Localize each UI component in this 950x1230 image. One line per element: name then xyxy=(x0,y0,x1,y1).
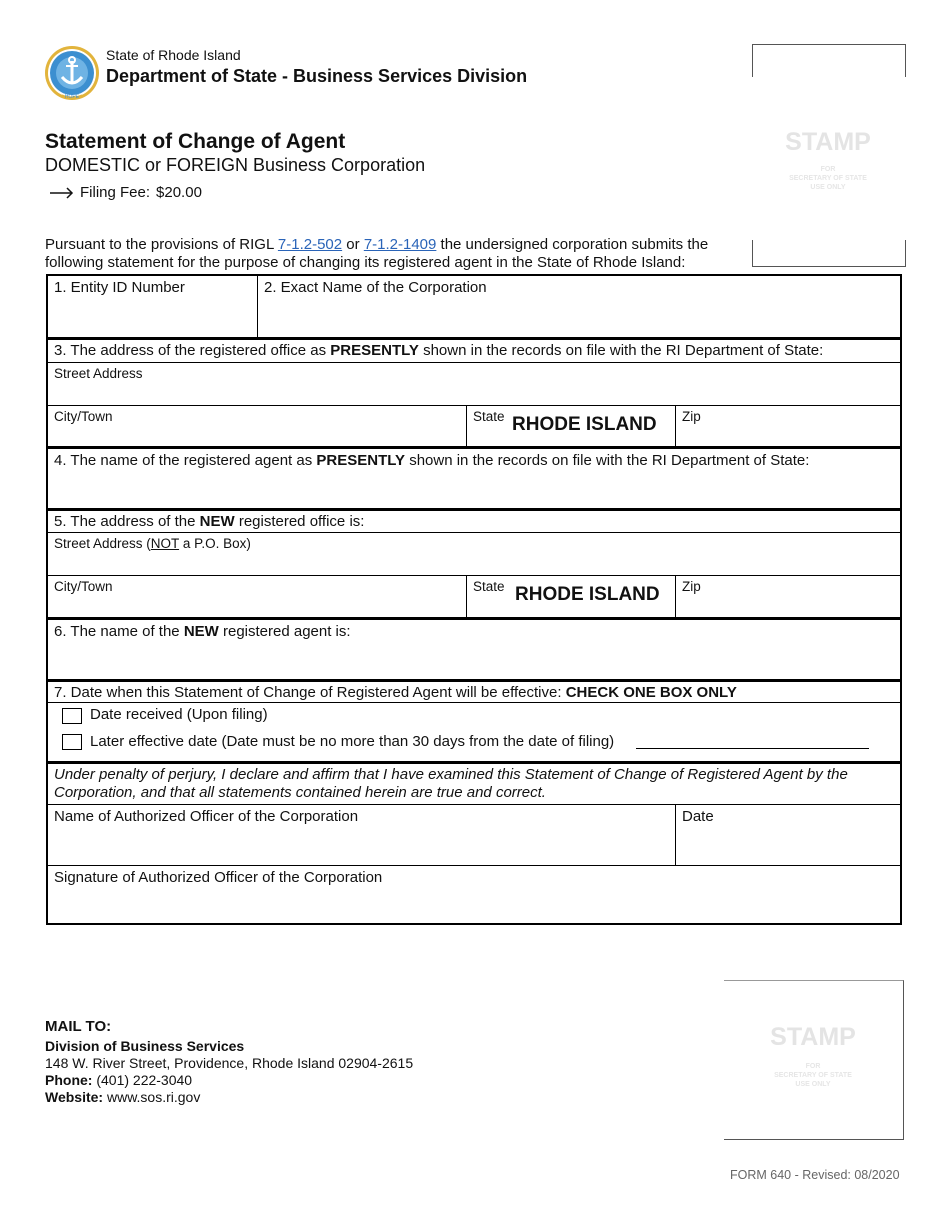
option-date-received-checkbox[interactable] xyxy=(62,708,82,724)
section-5-heading: 5. The address of the NEW registered office is: xyxy=(54,513,365,530)
arrow-right-icon xyxy=(50,187,74,199)
mail-address: 148 W. River Street, Providence, Rhode Island 02904-2615 xyxy=(45,1055,414,1071)
option-date-received-label: Date received (Upon filing) xyxy=(90,706,268,723)
state-name: State of Rhode Island xyxy=(106,47,241,63)
stamp-word-bottom: STAMP xyxy=(770,1023,856,1051)
perjury-statement: Under penalty of perjury, I declare and affirm that I have examined this Statement of Change of Registered Agent by the Corporation, and that all statements contained herein are true and correct. xyxy=(54,766,848,801)
filing-fee-amount: $20.00 xyxy=(156,184,202,201)
mail-division: Division of Business Services xyxy=(45,1038,245,1054)
corporation-name-field[interactable] xyxy=(258,276,902,338)
intro-statement: Pursuant to the provisions of RIGL 7-1.2-502 or 7-1.2-1409 the undersigned corporation submits the following statement for the purpose of changing its registered agent in the State of Rhode Island: xyxy=(45,236,709,271)
filing-fee-label: Filing Fee: xyxy=(80,184,151,201)
stamp-line-1: FOR xyxy=(820,166,836,173)
present-state-value: RHODE ISLAND xyxy=(512,414,657,435)
present-zip-field[interactable]: Zip xyxy=(682,409,701,424)
mail-heading: MAIL TO: xyxy=(45,1018,112,1035)
filing-fee xyxy=(50,184,202,201)
mail-website: Website: www.sos.ri.gov xyxy=(45,1089,201,1105)
section-7-heading: 7. Date when this Statement of Change of Registered Agent will be effective: CHECK ONE BOX ONLY xyxy=(54,684,737,701)
present-agent-name-field[interactable]: 4. The name of the registered agent as PRESENTLY shown in the records on file with the RI Department of State: xyxy=(54,452,810,469)
stamp-box-top xyxy=(752,44,906,77)
mail-phone: Phone: (401) 222-3040 xyxy=(45,1072,193,1088)
stamp-word: STAMP xyxy=(785,128,871,156)
option-later-date-label: Later effective date (Date must be no more than 30 days from the date of filing) xyxy=(90,733,615,750)
present-street-address-field[interactable]: Street Address xyxy=(54,366,143,381)
present-city-field[interactable]: City/Town xyxy=(54,409,113,424)
entity-id-field[interactable] xyxy=(48,276,258,338)
section-3-heading: 3. The address of the registered office as PRESENTLY shown in the records on file with the RI Department of State: xyxy=(54,342,824,359)
new-state-field: State RHODE ISLAND xyxy=(473,579,660,605)
corporation-name-label: 2. Exact Name of the Corporation xyxy=(264,279,487,296)
stamp-area-top xyxy=(752,128,904,192)
stamp-line-3: USE ONLY xyxy=(810,184,846,191)
present-state-field: State RHODE ISLAND xyxy=(473,409,657,435)
new-agent-name-field[interactable]: 6. The name of the NEW registered agent is: xyxy=(54,623,351,640)
signature-field[interactable]: Signature of Authorized Officer of the Corporation xyxy=(54,869,383,886)
mail-to-block xyxy=(45,1018,413,1106)
new-city-field[interactable]: City/Town xyxy=(54,579,113,594)
svg-text:HOPE: HOPE xyxy=(64,94,80,100)
agent-change-form xyxy=(46,274,902,925)
new-zip-field[interactable]: Zip xyxy=(682,579,701,594)
new-street-address-field[interactable]: Street Address (NOT a P.O. Box) xyxy=(54,536,251,551)
rigl-link-1409[interactable]: 7-1.2-1409 xyxy=(363,236,437,253)
stamp-line-2: SECRETARY OF STATE xyxy=(789,175,867,182)
later-date-input-line[interactable] xyxy=(636,748,869,749)
new-state-value: RHODE ISLAND xyxy=(515,584,660,605)
form-number: FORM 640 - Revised: 08/2020 xyxy=(730,1168,900,1182)
officer-name-field[interactable]: Name of Authorized Officer of the Corporation xyxy=(54,808,359,825)
stamp-box-bottom xyxy=(752,240,906,267)
form-title: Statement of Change of Agent xyxy=(45,130,346,153)
department-name: Department of State - Business Services Division xyxy=(106,66,528,86)
rigl-link-502[interactable]: 7-1.2-502 xyxy=(277,236,343,253)
stamp-box-bottom-area: STAMP FOR SECRETARY OF STATE USE ONLY xyxy=(724,980,904,1140)
form-subtitle: DOMESTIC or FOREIGN Business Corporation xyxy=(45,155,426,175)
entity-id-label: 1. Entity ID Number xyxy=(54,279,185,296)
state-seal-icon xyxy=(44,45,100,101)
date-field[interactable]: Date xyxy=(682,808,714,825)
option-later-date-checkbox[interactable] xyxy=(62,734,82,750)
